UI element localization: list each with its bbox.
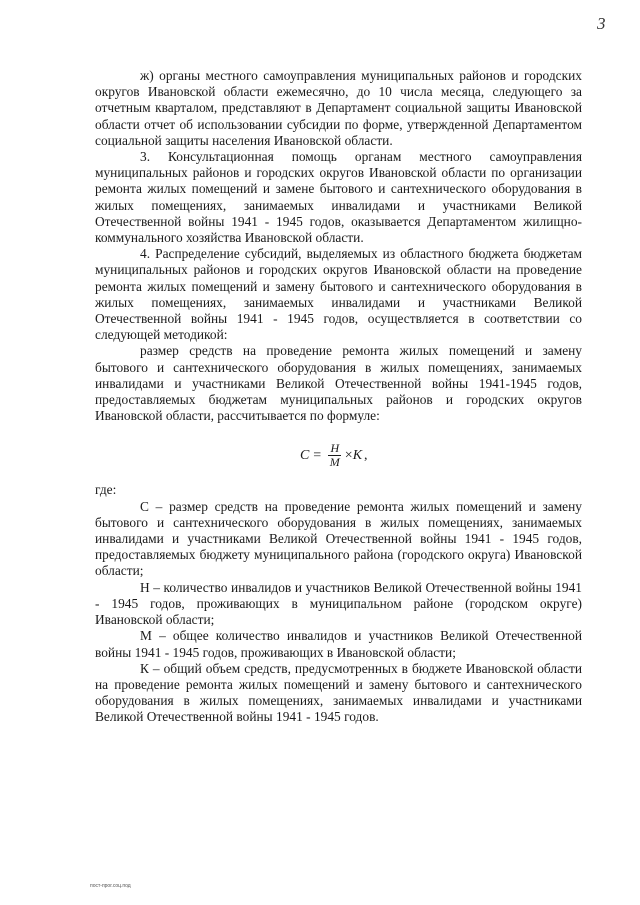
definition-c: С – размер средств на проведение ремонта жилых помещений и замену бытового и сантехнического оборудования в жилых помещениях, занимаемых инвалидами и участниками Великой Отечественной войны 1941 - 1945 годов, предоставляемых бюджету муниципального района (городского округа) Ивановской области; [95, 498, 582, 579]
formula-denominator: M [329, 455, 340, 470]
formula-lhs: C [300, 447, 310, 463]
page-number: 3 [597, 14, 606, 33]
formula-trail: , [364, 447, 368, 463]
formula-factor: K [352, 447, 363, 463]
file-footer: пост-прог.соц.под [90, 883, 131, 889]
formula-times: × [344, 447, 353, 463]
formula-numerator: H [330, 441, 340, 456]
formula-fraction [328, 442, 342, 469]
formula-block [95, 428, 582, 480]
paragraph-4-distribution: 4. Распределение субсидий, выделяемых из областного бюджета бюджетам муниципальных районов и городских округов Ивановской области на проведение ремонта жилых помещений и замену бытового и сантехнического оборудования в жилых помещениях, занимаемых инвалидами и участниками Великой Отечественной войны 1941 - 1945 годов, осуществляется в соответствии со следующей методикой: [95, 246, 582, 343]
definition-m: М – общее количество инвалидов и участников Великой Отечественной войны 1941 - 1945 годов, проживающих в Ивановской области; [95, 628, 582, 660]
paragraph-formula-intro: размер средств на проведение ремонта жилых помещений и замену бытового и сантехнического оборудования в жилых помещениях, занимаемых инвалидами и участниками Великой Отечественной войны 1941-1945 годов, предоставляемых бюджетам муниципальных районов и городских округов Ивановской области, рассчитывается по формуле: [95, 343, 582, 424]
document-body [95, 68, 582, 726]
where-label: где: [95, 482, 117, 498]
paragraph-3-consultation: 3. Консультационная помощь органам местного самоуправления муниципальных районов и городских округов Ивановской области по организации ремонта жилых помещений и замене бытового и сантехнического оборудования в жилых помещениях, занимаемых инвалидами и участниками Великой Отечественной войны 1941 - 1945 годов, оказывается Департаментом жилищно-коммунального хозяйства Ивановской области. [95, 149, 582, 246]
formula-expression [300, 442, 368, 469]
definition-n: Н – количество инвалидов и участников Великой Отечественной войны 1941 - 1945 годов, проживающих в муниципальном районе (городском округе) Ивановской области; [95, 579, 582, 628]
formula-equals: = [312, 447, 322, 463]
paragraph-zh-reporting: ж) органы местного самоуправления муниципальных районов и городских округов Ивановской области ежемесячно, до 10 числа месяца, следующего за отчетным кварталом, представляют в Департамент социальной защиты Ивановской области отчет об использовании субсидии по форме, утвержденной Департаментом социальной защиты населения Ивановской области. [95, 68, 582, 148]
definition-k: К – общий объем средств, предусмотренных в бюджете Ивановской области на проведение ремонта жилых помещений и замену бытового и сантехнического оборудования в жилых помещениях, занимаемых инвалидами и участниками Великой Отечественной войны 1941 - 1945 годов. [95, 660, 582, 725]
